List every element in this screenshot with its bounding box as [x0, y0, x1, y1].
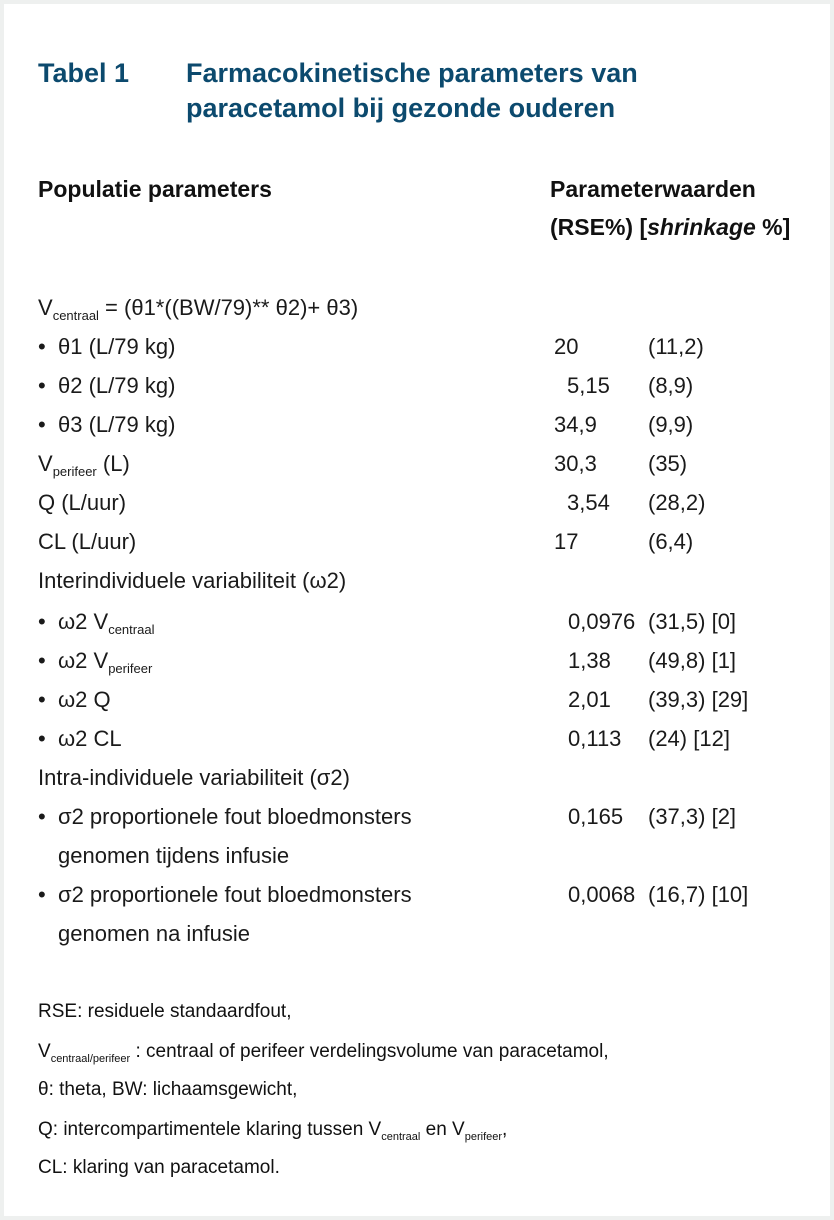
footnote-q: Q: intercompartimentele klaring tussen $V_{centraal}$ en $V_{perifeer}$,	[38, 1119, 508, 1143]
table-row-theta2: • θ2 (L/79 kg) 5,15 (8,9)	[38, 366, 818, 405]
header-parameter-values	[550, 170, 830, 246]
rse: (35)	[648, 451, 688, 476]
footnote-cl: CL: klaring van paracetamol.	[38, 1157, 280, 1178]
value: 0,0068	[568, 882, 636, 907]
rse: (24) [12]	[648, 726, 730, 751]
value: 5,15	[567, 373, 610, 398]
rse: (49,8) [1]	[648, 648, 737, 673]
value: 0,0976	[568, 609, 636, 634]
rse: (16,7) [10]	[648, 882, 749, 907]
rse: (8,9)	[648, 373, 694, 398]
header-population-parameters: Populatie parameters	[38, 176, 272, 202]
table-row-vcentraal-formula: $V_{centraal} = (\theta 1*((BW/79)**$ θ2)+ θ3)	[38, 295, 359, 323]
rse: (31,5) [0]	[648, 609, 737, 634]
value: 30,3	[554, 451, 597, 476]
footnote-theta: θ: theta, BW: lichaamsgewicht,	[38, 1079, 298, 1100]
footnote-rse: RSE: residuele standaardfout,	[38, 1001, 292, 1022]
section-heading-interindividual: Interindividuele variabiliteit (ω2)	[38, 568, 347, 593]
rse: (11,2)	[648, 334, 704, 359]
value: 20	[554, 334, 579, 359]
rse: (37,3) [2]	[648, 804, 737, 829]
value: 1,38	[568, 648, 611, 673]
table-row-theta3: • θ3 (L/79 kg) 34,9 (9,9)	[38, 405, 818, 444]
value: 3,54	[567, 490, 610, 515]
rse: (28,2)	[648, 490, 706, 515]
table-label: Tabel 1	[38, 58, 130, 88]
rse: (39,3) [29]	[648, 687, 749, 712]
value: 0,165	[568, 804, 624, 829]
footnote-v: $V_{centraal/perifeer}$ : centraal of perifeer verdelingsvolume van paracetamol,	[38, 1041, 609, 1065]
value: 34,9	[554, 412, 597, 437]
table-row-sigma2-during-infusion-cont: genomen tijdens infusie	[58, 843, 290, 868]
header-parameter-values-line2: (RSE%) [shrinkage %]	[550, 214, 791, 240]
table-title-text: Farmacokinetische parameters van paracetamol bij gezonde ouderen	[186, 58, 638, 123]
table-row-vperifeer: $V_{perifeer}$ (L) 30,3 (35)	[38, 444, 818, 483]
table-row-omega2-q: • ω2 Q 2,01 (39,3) [29]	[38, 680, 818, 719]
header-parameter-values-line1: Parameterwaarden	[550, 176, 756, 202]
value: 17	[554, 529, 579, 554]
table-row-theta1: • θ1 (L/79 kg) 20 (11,2)	[38, 327, 818, 366]
table-row-cl: CL (L/uur) 17 (6,4)	[38, 522, 818, 561]
table-row-sigma2-after-infusion: • σ2 proportionele fout bloedmonsters 0,0068 (16,7) [10]	[38, 875, 818, 914]
table-row-omega2-cl: • ω2 CL 0,113 (24) [12]	[38, 719, 818, 758]
table-row-sigma2-after-infusion-cont: genomen na infusie	[58, 921, 251, 946]
table-row-omega2-vperifeer: • ω2 $V_{perifeer}$ 1,38 (49,8) [1]	[38, 641, 818, 680]
table-row-q: Q (L/uur) 3,54 (28,2)	[38, 483, 818, 522]
value: 2,01	[568, 687, 611, 712]
rse: (9,9)	[648, 412, 694, 437]
rse: (6,4)	[648, 529, 694, 554]
section-heading-intraindividual: Intra-individuele variabiliteit (σ2)	[38, 765, 350, 790]
table-row-sigma2-during-infusion: • σ2 proportionele fout bloedmonsters 0,165 (37,3) [2]	[38, 797, 818, 836]
table-row-omega2-vcentraal: • ω2 $V_{centraal}$ 0,0976 (31,5) [0]	[38, 602, 818, 641]
value: 0,113	[568, 726, 622, 751]
